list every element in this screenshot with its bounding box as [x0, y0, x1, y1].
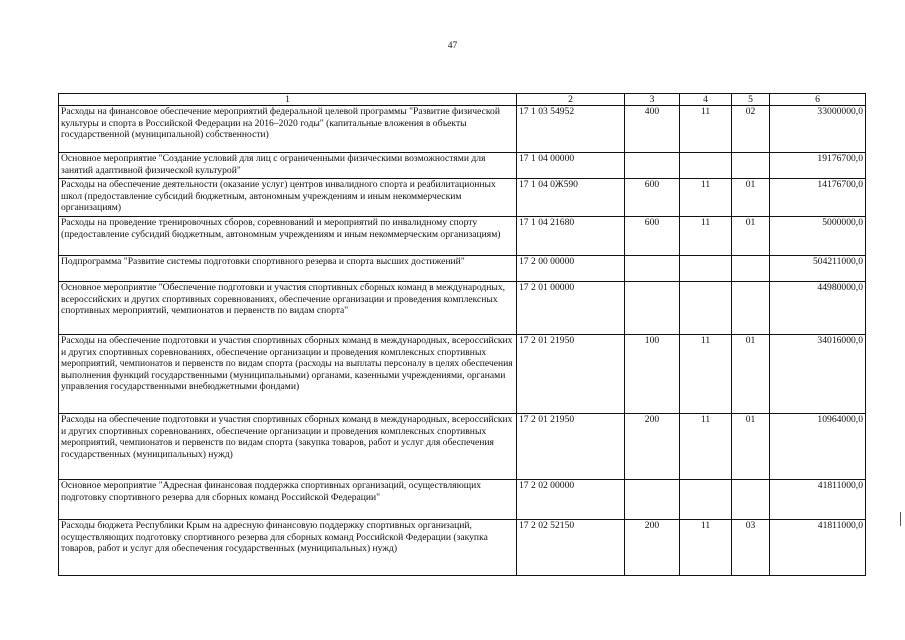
row-code: 17 2 01 21950 [517, 335, 625, 414]
row-subsection: 03 [732, 520, 770, 576]
row-name: Основное мероприятие "Создание условий для лиц с ограниченными физическими возможностями для занятий адаптивной физической культурой" [59, 153, 517, 179]
row-expense-type [625, 256, 680, 282]
row-section [680, 153, 732, 179]
row-name: Основное мероприятие "Адресная финансовая поддержка спортивных организаций, осуществляющих подготовку спортивного резерва для сборных команд Российской Федерации" [59, 480, 517, 520]
row-subsection: 02 [732, 106, 770, 153]
header-col-5: 5 [732, 94, 770, 106]
row-subsection [732, 153, 770, 179]
row-amount: 41811000,0 [770, 480, 866, 520]
row-section: 11 [680, 335, 732, 414]
budget-table [58, 93, 866, 576]
row-section: 11 [680, 179, 732, 217]
row-code: 17 2 00 00000 [517, 256, 625, 282]
row-subsection [732, 480, 770, 520]
row-subsection: 01 [732, 335, 770, 414]
row-name: Расходы на обеспечение подготовки и участия спортивных сборных команд в международных, всероссийских и других спортивных соревнованиях, обеспечение организации и проведения комплексных спортивных мероприятий, чемпионатов и первенств по видам спорта (расходы на выплаты персоналу в целях обеспечения выполнения функций государственными (муниципальными) органами, казенными учреждениями, органами управления государственными внебюджетными фондами) [59, 335, 517, 414]
row-amount: 33000000,0 [770, 106, 866, 153]
row-subsection [732, 282, 770, 335]
row-expense-type [625, 480, 680, 520]
row-expense-type: 600 [625, 217, 680, 256]
row-code: 17 2 02 00000 [517, 480, 625, 520]
row-name: Расходы бюджета Республики Крым на адресную финансовую поддержку спортивных организаций, осуществляющих подготовку спортивного резерва для сборных команд Российской Федерации (закупка товаров, работ и услуг для обеспечения государственных (муниципальных) нужд) [59, 520, 517, 576]
row-name: Расходы на финансовое обеспечение мероприятий федеральной целевой программы "Развитие физической культуры и спорта в Российской Федерации на 2016–2020 годы" (капитальные вложения в объекты государственной (муниципальной) собственности) [59, 106, 517, 153]
row-expense-type: 600 [625, 179, 680, 217]
row-expense-type [625, 282, 680, 335]
row-code: 17 1 04 0Ж590 [517, 179, 625, 217]
header-col-4: 4 [680, 94, 732, 106]
row-expense-type [625, 153, 680, 179]
row-amount: 14176700,0 [770, 179, 866, 217]
row-amount: 19176700,0 [770, 153, 866, 179]
row-subsection [732, 256, 770, 282]
table-row [59, 179, 866, 217]
scan-edge-mark [900, 512, 901, 526]
header-col-3: 3 [625, 94, 680, 106]
row-code: 17 2 01 00000 [517, 282, 625, 335]
row-amount: 5000000,0 [770, 217, 866, 256]
row-code: 17 2 02 52150 [517, 520, 625, 576]
row-name: Расходы на обеспечение деятельности (оказание услуг) центров инвалидного спорта и реабилитационных школ (предоставление субсидий бюджетным, автономным учреждениям и иным некоммерческим организациям) [59, 179, 517, 217]
row-subsection: 01 [732, 414, 770, 480]
table-row [59, 217, 866, 256]
table-row [59, 153, 866, 179]
row-expense-type: 200 [625, 520, 680, 576]
row-subsection: 01 [732, 179, 770, 217]
row-expense-type: 400 [625, 106, 680, 153]
row-code: 17 2 01 21950 [517, 414, 625, 480]
row-amount: 41811000,0 [770, 520, 866, 576]
row-amount: 10964000,0 [770, 414, 866, 480]
row-name: Расходы на проведение тренировочных сборов, соревнований и мероприятий по инвалидному спорту (предоставление субсидий бюджетным, автономным учреждениям и иным некоммерческим организациям) [59, 217, 517, 256]
table-row [59, 480, 866, 520]
row-section: 11 [680, 217, 732, 256]
row-amount: 504211000,0 [770, 256, 866, 282]
table-row [59, 414, 866, 480]
row-amount: 34016000,0 [770, 335, 866, 414]
table-row [59, 335, 866, 414]
row-name: Подпрограмма "Развитие системы подготовки спортивного резерва и спорта высших достижений" [59, 256, 517, 282]
row-section: 11 [680, 106, 732, 153]
row-section: 11 [680, 520, 732, 576]
row-amount: 44980000,0 [770, 282, 866, 335]
row-expense-type: 100 [625, 335, 680, 414]
page-number: 47 [447, 41, 458, 51]
row-code: 17 1 03 54952 [517, 106, 625, 153]
header-row [59, 94, 866, 106]
row-section [680, 282, 732, 335]
table-row [59, 256, 866, 282]
row-expense-type: 200 [625, 414, 680, 480]
row-subsection: 01 [732, 217, 770, 256]
table-row [59, 106, 866, 153]
row-section [680, 480, 732, 520]
header-col-6: 6 [770, 94, 866, 106]
table-row [59, 282, 866, 335]
row-code: 17 1 04 00000 [517, 153, 625, 179]
row-section: 11 [680, 414, 732, 480]
header-col-1: 1 [59, 94, 517, 106]
row-name: Основное мероприятие "Обеспечение подготовки и участия спортивных сборных команд в международных, всероссийских и других спортивных соревнованиях, обеспечение организации и проведения комплексных спортивных мероприятий, чемпионатов и первенств по видам спорта" [59, 282, 517, 335]
row-name: Расходы на обеспечение подготовки и участия спортивных сборных команд в международных, всероссийских и других спортивных соревнованиях, обеспечение организации и проведения комплексных спортивных мероприятий, чемпионатов и первенств по видам спорта (закупка товаров, работ и услуг для обеспечения государственных (муниципальных) нужд) [59, 414, 517, 480]
row-code: 17 1 04 21680 [517, 217, 625, 256]
header-col-2: 2 [517, 94, 625, 106]
table-row [59, 520, 866, 576]
row-section [680, 256, 732, 282]
